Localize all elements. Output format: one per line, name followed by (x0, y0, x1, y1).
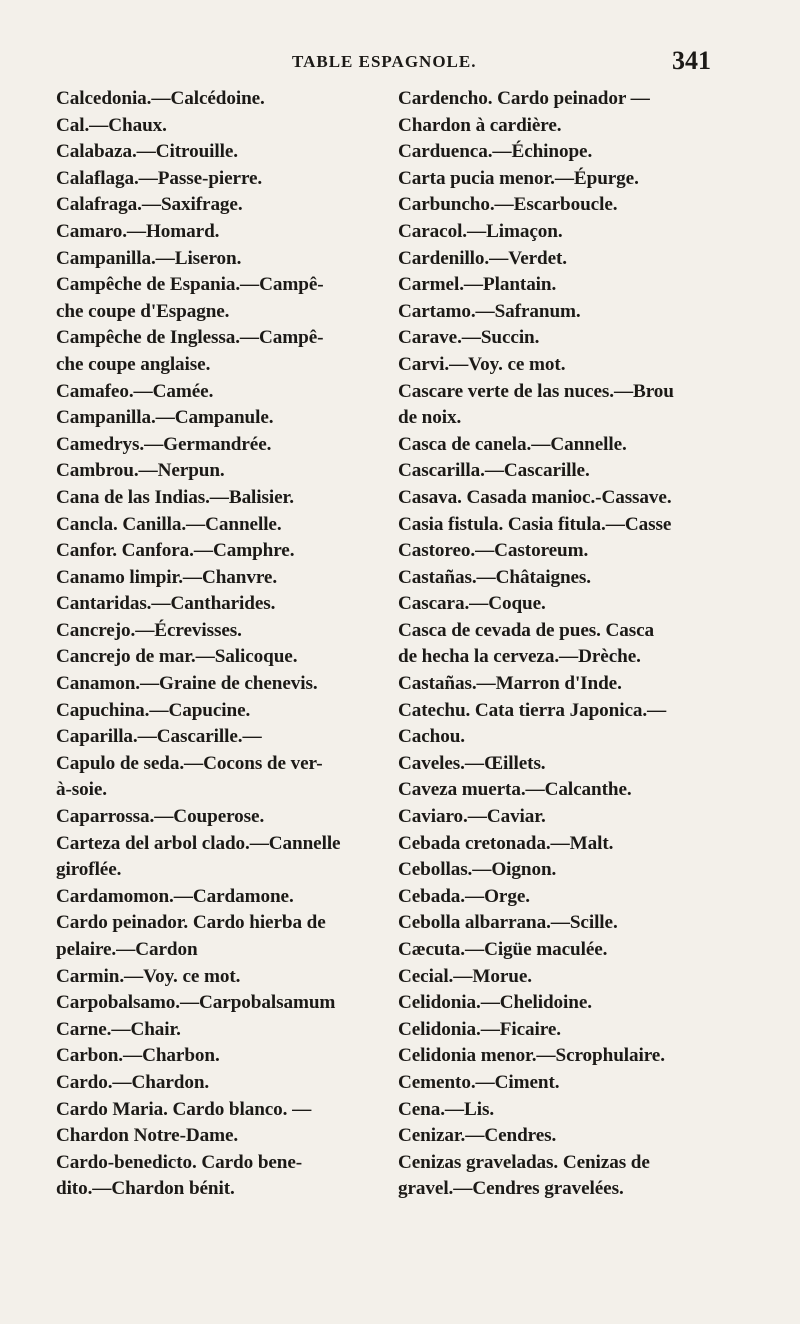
entry-line: Capulo de seda.—Cocons de ver- (56, 752, 323, 774)
dictionary-entry (56, 1070, 376, 1097)
dictionary-entry (56, 724, 376, 751)
dictionary-entry (398, 910, 714, 937)
entry-line: à-soie. (56, 779, 107, 801)
dictionary-entry (398, 565, 714, 592)
entry-line: Chardon à cardière. (398, 114, 562, 136)
entry-line: Campêche de Espania.—Campê- (56, 274, 324, 296)
entry-line: Cancla. Canilla.—Cannelle. (56, 513, 282, 535)
entry-line: giroflée. (56, 859, 122, 881)
dictionary-entry (56, 1017, 376, 1044)
dictionary-entry (398, 512, 714, 539)
dictionary-entry (398, 964, 714, 991)
entry-line: Canfor. Canfora.—Camphre. (56, 540, 295, 562)
dictionary-entry (398, 698, 714, 751)
dictionary-entry (56, 192, 376, 219)
dictionary-entry (398, 166, 714, 193)
entry-line: Cantaridas.—Cantharides. (56, 593, 276, 615)
dictionary-entry (398, 591, 714, 618)
dictionary-entry (56, 1043, 376, 1070)
entry-line: Carmin.—Voy. ce mot. (56, 965, 241, 987)
entry-line: Cardo Maria. Cardo blanco. — (56, 1098, 312, 1120)
entry-line: Capuchina.—Capucine. (56, 699, 251, 721)
dictionary-entry (398, 192, 714, 219)
dictionary-entry (398, 1043, 714, 1070)
entry-line: Carave.—Succin. (398, 327, 540, 349)
entry-line: Cenizar.—Cendres. (398, 1125, 557, 1147)
dictionary-entry (56, 325, 376, 378)
dictionary-entry (398, 857, 714, 884)
entry-line: Campanilla.—Campanule. (56, 407, 274, 429)
entry-line: Camedrys.—Germandrée. (56, 433, 272, 455)
dictionary-entry (56, 219, 376, 246)
entry-line: Calaflaga.—Passe-pierre. (56, 167, 263, 189)
entry-line: Cardenillo.—Verdet. (398, 247, 567, 269)
entry-line: Caparrossa.—Couperose. (56, 806, 265, 828)
dictionary-entry (56, 698, 376, 725)
dictionary-entry (398, 325, 714, 352)
entry-line: Cancrejo de mar.—Salicoque. (56, 646, 298, 668)
dictionary-entry (398, 884, 714, 911)
dictionary-entry (398, 299, 714, 326)
entry-line: Cardo peinador. Cardo hierba de (56, 912, 326, 934)
dictionary-entry (56, 86, 376, 113)
dictionary-entry (56, 246, 376, 273)
entry-line: Carbuncho.—Escarboucle. (398, 194, 618, 216)
entry-line: Casca de cevada de pues. Casca (398, 619, 655, 641)
entry-line: Chardon Notre-Dame. (56, 1125, 239, 1147)
entry-line: Cardamomon.—Cardamone. (56, 885, 294, 907)
entry-line: Cancrejo.—Écrevisses. (56, 619, 242, 641)
entry-line: Camafeo.—Camée. (56, 380, 214, 402)
entry-line: Cenizas graveladas. Cenizas de (398, 1151, 650, 1173)
dictionary-entry (398, 937, 714, 964)
entry-line: Castañas.—Châtaignes. (398, 566, 591, 588)
entry-line: Cebada.—Orge. (398, 885, 530, 907)
entry-line: Caracol.—Limaçon. (398, 220, 563, 242)
page-number: 341 (672, 46, 711, 75)
entry-line: Catechu. Cata tierra Japonica.— (398, 699, 667, 721)
entry-line: Carduenca.—Échinope. (398, 141, 593, 163)
dictionary-entry (56, 804, 376, 831)
dictionary-entry (398, 831, 714, 858)
entry-line: Cascarilla.—Cascarille. (398, 460, 590, 482)
entry-line: Celidonia.—Chelidoine. (398, 992, 592, 1014)
dictionary-entry (398, 272, 714, 299)
entry-line: dito.—Chardon bénit. (56, 1178, 235, 1200)
entry-line: Celidonia menor.—Scrophulaire. (398, 1045, 665, 1067)
dictionary-entry (398, 1150, 714, 1203)
dictionary-entry (398, 432, 714, 459)
dictionary-entry (398, 485, 714, 512)
dictionary-entry (56, 1097, 376, 1150)
dictionary-entry (56, 618, 376, 645)
entry-line: che coupe anglaise. (56, 353, 211, 375)
entry-line: Cecial.—Morue. (398, 965, 532, 987)
entry-line: Cartamo.—Safranum. (398, 300, 581, 322)
entry-line: Calcedonia.—Calcédoine. (56, 88, 265, 109)
dictionary-entry (398, 671, 714, 698)
dictionary-entry (56, 379, 376, 406)
entry-line: Calabaza.—Citrouille. (56, 141, 238, 163)
dictionary-entry (398, 139, 714, 166)
right-column (398, 86, 714, 1203)
dictionary-entry (398, 751, 714, 778)
entry-line: Cardo.—Chardon. (56, 1071, 210, 1093)
dictionary-entry (398, 86, 714, 139)
entry-line: de hecha la cerveza.—Drèche. (398, 646, 641, 668)
entry-line: Cemento.—Ciment. (398, 1071, 560, 1093)
entry-line: Castañas.—Marron d'Inde. (398, 673, 622, 695)
dictionary-entry (398, 352, 714, 379)
dictionary-entry (398, 219, 714, 246)
dictionary-entry (56, 831, 376, 884)
dictionary-entry (56, 964, 376, 991)
dictionary-entry (398, 458, 714, 485)
entry-line: Carteza del arbol clado.—Cannelle (56, 832, 341, 854)
entry-line: Caviaro.—Caviar. (398, 806, 546, 828)
dictionary-entry (56, 884, 376, 911)
running-title: TABLE ESPAGNOLE. (292, 52, 477, 71)
dictionary-entry (56, 432, 376, 459)
entry-line: Cana de las Indias.—Balisier. (56, 486, 294, 508)
entry-line: gravel.—Cendres gravelées. (398, 1178, 624, 1200)
dictionary-entry (398, 1070, 714, 1097)
dictionary-entry (398, 804, 714, 831)
dictionary-entry (398, 1097, 714, 1124)
dictionary-entry (56, 272, 376, 325)
entry-line: Cascara.—Coque. (398, 593, 546, 615)
entry-line: Castoreo.—Castoreum. (398, 540, 589, 562)
entry-line: Cascare verte de las nuces.—Brou (398, 380, 674, 402)
dictionary-entry (398, 1123, 714, 1150)
dictionary-entry (56, 751, 376, 804)
dictionary-entry (398, 777, 714, 804)
entry-line: pelaire.—Cardon (56, 939, 198, 960)
entry-line: Calafraga.—Saxifrage. (56, 194, 243, 216)
entry-line: Carvi.—Voy. ce mot. (398, 353, 566, 375)
entry-line: Celidonia.—Ficaire. (398, 1018, 561, 1040)
dictionary-entry (398, 246, 714, 273)
entry-line: Carne.—Chair. (56, 1018, 181, 1040)
entry-line: Carta pucia menor.—Épurge. (398, 167, 639, 189)
entry-line: Cæcuta.—Cigüe maculée. (398, 939, 608, 960)
dictionary-entry (56, 671, 376, 698)
dictionary-entry (56, 565, 376, 592)
dictionary-entry (56, 139, 376, 166)
dictionary-entry (56, 538, 376, 565)
dictionary-entry (56, 512, 376, 539)
entry-line: Caveles.—Œillets. (398, 752, 546, 774)
dictionary-entry (398, 1017, 714, 1044)
dictionary-entry (56, 166, 376, 193)
dictionary-entry (56, 591, 376, 618)
entry-line: Carpobalsamo.—Carpobalsamum (56, 992, 336, 1014)
entry-line: Casava. Casada manioc.-Cassave. (398, 486, 672, 508)
entry-line: Casia fistula. Casia fitula.—Casse (398, 513, 672, 535)
entry-line: Cal.—Chaux. (56, 114, 167, 136)
entry-line: Cardo-benedicto. Cardo bene- (56, 1151, 303, 1173)
dictionary-entry (56, 113, 376, 140)
dictionary-entry (398, 379, 714, 432)
entry-line: Canamo limpir.—Chanvre. (56, 566, 278, 588)
dictionary-entry (398, 538, 714, 565)
entry-line: Cebolla albarrana.—Scille. (398, 912, 618, 934)
dictionary-entry (56, 458, 376, 485)
left-column (56, 86, 376, 1203)
entry-line: Carbon.—Charbon. (56, 1045, 220, 1067)
dictionary-entry (398, 618, 714, 671)
entry-line: Cachou. (398, 726, 465, 748)
dictionary-entry (56, 405, 376, 432)
entry-line: Caparilla.—Cascarille.— (56, 726, 262, 748)
entry-line: Caveza muerta.—Calcanthe. (398, 779, 632, 801)
entry-line: Casca de canela.—Cannelle. (398, 433, 627, 455)
entry-line: Camaro.—Homard. (56, 220, 220, 242)
dictionary-entry (56, 485, 376, 512)
entry-line: Cena.—Lis. (398, 1098, 495, 1120)
entry-line: Carmel.—Plantain. (398, 274, 557, 296)
entry-line: che coupe d'Espagne. (56, 300, 230, 322)
entry-line: Campanilla.—Liseron. (56, 247, 242, 269)
dictionary-entry (56, 644, 376, 671)
dictionary-entry (56, 910, 376, 963)
entry-line: Cebollas.—Oignon. (398, 859, 557, 881)
dictionary-entry (398, 990, 714, 1017)
dictionary-entry (56, 990, 376, 1017)
entry-line: Campêche de Inglessa.—Campê- (56, 327, 324, 349)
entry-line: Canamon.—Graine de chenevis. (56, 673, 318, 695)
entry-line: de noix. (398, 407, 462, 429)
page-header (0, 46, 800, 76)
entry-line: Cardencho. Cardo peinador — (398, 88, 650, 109)
entry-line: Cambrou.—Nerpun. (56, 460, 225, 482)
entry-line: Cebada cretonada.—Malt. (398, 832, 614, 854)
dictionary-entry (56, 1150, 376, 1203)
